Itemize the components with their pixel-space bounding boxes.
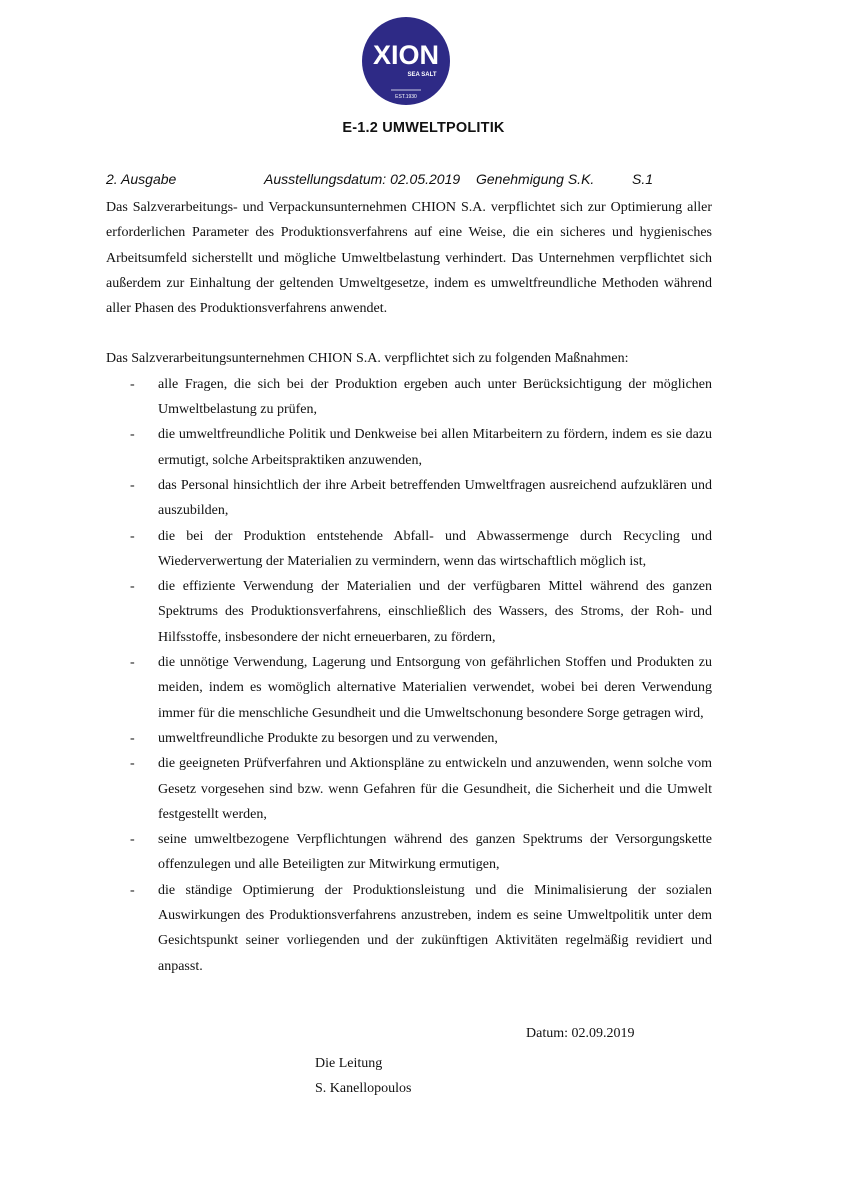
signature-block xyxy=(315,1051,411,1101)
list-item-text: die ständige Optimierung der Produktionsleistung und die Minimalisierung der sozialen Auswirkungen des Produktionsverfahrens anzustreben, indem es seine Umweltpolitik unter dem Gesichtspunkt seiner vorliegenden und der zukünftigen Aktivitäten regelmäßig revidiert und anpasst. xyxy=(158,882,712,974)
list-item xyxy=(106,524,712,575)
company-logo xyxy=(361,16,451,106)
signature-date: Datum: 02.09.2019 xyxy=(526,1026,635,1041)
logo-brand-text: XIΟN xyxy=(372,40,440,70)
list-item-text: seine umweltbezogene Verpflichtungen während des ganzen Spektrums der Versorgungskette offenzulegen und alle Beteiligten zur Mitwirkung ermutigen, xyxy=(158,832,712,873)
bullet-dash: - xyxy=(130,832,135,848)
bullet-dash: - xyxy=(130,427,135,443)
edition: 2. Ausgabe xyxy=(106,171,177,187)
signatory-name: S. Kanellopoulos xyxy=(315,1081,412,1096)
bullet-dash: - xyxy=(130,528,135,544)
list-item-text: die umweltfreundliche Politik und Denkweise bei allen Mitarbeitern zu fördern, indem es sie dazu ermutigt, solche Arbeitspraktiken anzuwenden, xyxy=(158,427,712,468)
signatory-role: Die Leitung xyxy=(315,1056,383,1071)
bullet-dash: - xyxy=(130,882,135,898)
list-item xyxy=(106,726,712,751)
list-item-text: alle Fragen, die sich bei der Produktion ergeben auch unter Berücksichtigung der möglichen Umweltbelastung zu prüfen, xyxy=(158,376,712,418)
list-item-text: umweltfreundliche Produkte zu besorgen und zu verwenden, xyxy=(158,730,498,746)
bullet-dash: - xyxy=(130,477,135,493)
bullet-dash: - xyxy=(130,756,135,772)
list-item xyxy=(106,372,712,423)
bullet-dash: - xyxy=(130,579,135,595)
bullet-dash: - xyxy=(130,730,135,746)
list-item xyxy=(106,827,712,878)
measures-list xyxy=(106,372,712,979)
logo-badge-icon xyxy=(361,16,451,106)
list-item xyxy=(106,751,712,827)
approval: Genehmigung S.K. xyxy=(476,171,595,187)
issue-date: Ausstellungsdatum: 02.05.2019 xyxy=(264,171,461,187)
bullet-dash: - xyxy=(130,655,135,671)
list-item-text: die bei der Produktion entstehende Abfall- und Abwassermenge durch Recycling und Wiederverwertung der Materialien zu vermindern, wenn das wirtschaftlich möglich ist, xyxy=(158,528,712,569)
bullet-dash: - xyxy=(130,376,135,392)
logo-est-text: EST.1930 xyxy=(395,94,417,100)
document-title: E-1.2 UMWELTPOLITIK xyxy=(342,120,505,136)
document-body xyxy=(106,195,712,979)
list-item-text: das Personal hinsichtlich der ihre Arbeit betreffenden Umweltfragen ausreichend aufzuklären und auszubilden, xyxy=(158,477,712,519)
logo-subtitle-text: SEA SALT xyxy=(407,72,437,78)
list-item xyxy=(106,422,712,473)
list-item-text: die geeigneten Prüfverfahren und Aktionspläne zu entwickeln und anzuwenden, wenn solche vom Gesetz vorgesehen sind bzw. wenn Gefahren für die Gesundheit, die Sicherheit und die Umwelt festgestellt werden, xyxy=(158,756,712,822)
list-item xyxy=(106,473,712,524)
list-item-text: die effiziente Verwendung der Materialien und der verfügbaren Mittel während des ganzen Spektrums des Produktionsverfahrens, einschließlich des Wassers, des Stroms, der Roh- und Hilfsstoffe, insbesondere der nicht erneuerbaren, zu fördern, xyxy=(158,579,712,645)
document-meta xyxy=(106,171,756,191)
measures-intro: Das Salzverarbeitungsunternehmen CHION S.A. verpflichtet sich zu folgenden Maßnahmen: xyxy=(106,351,629,367)
list-item xyxy=(106,878,712,979)
list-item-text: die unnötige Verwendung, Lagerung und Entsorgung von gefährlichen Stoffen und Produkten zu meiden, indem es womöglich alternative Materialien verwendet, wobei bei deren Verwendung immer für die menschliche Gesundheit und die Umweltschonung besondere Sorge getragen wird, xyxy=(158,655,712,721)
list-item xyxy=(106,574,712,650)
list-item xyxy=(106,650,712,726)
intro-paragraph: Das Salzverarbeitungs- und Verpackunsunternehmen CHION S.A. verpflichtet sich zur Optimierung aller erforderlichen Parameter des Produktionsverfahrens auf eine Weise, die ein sicheres und hygienisches Arbeitsumfeld sicherstellt und mögliche Umweltbelastung verhindert. Das Unternehmen verpflichtet sich außerdem zur Einhaltung der geltenden Umweltgesetze, indem es umweltfreundliche Methoden während aller Phasen des Produktionsverfahrens anwendet. xyxy=(106,200,712,317)
page-number: S.1 xyxy=(632,171,654,187)
